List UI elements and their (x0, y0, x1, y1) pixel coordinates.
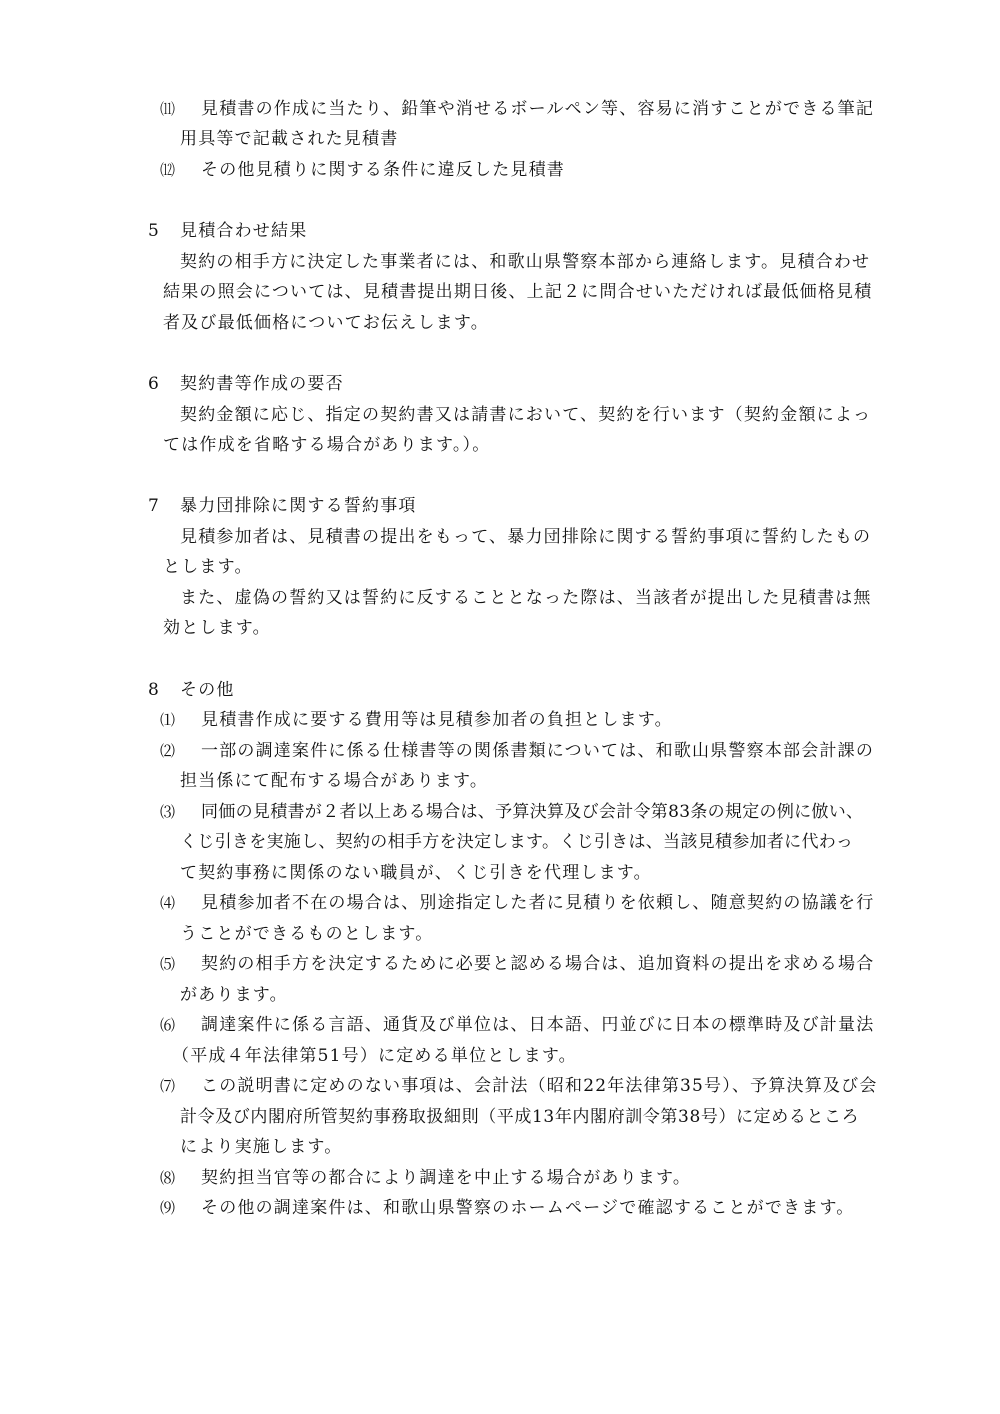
section-5-number: 5 (148, 221, 161, 241)
section-5-line-3: 者及び最低価格についてお伝えします。 (163, 313, 489, 333)
section-8-number: 8 (148, 680, 161, 700)
section-6-number: 6 (148, 374, 161, 394)
item-11-line-1: 見積書の作成に当たり、鉛筆や消せるボールペン等、容易に消すことができる筆記 (201, 99, 875, 119)
item-7-line-1: この説明書に定めのない事項は、会計法（昭和22年法律第35号）、予算決算及び会 (201, 1076, 878, 1096)
item-2-line-1: 一部の調達案件に係る仕様書等の関係書類については、和歌山県警察本部会計課の (201, 741, 875, 761)
item-number-3: ⑶ (160, 803, 176, 821)
item-number-12: ⑿ (160, 161, 176, 179)
item-number-11: ⑾ (160, 100, 176, 118)
item-7-line-3: により実施します。 (180, 1137, 343, 1157)
item-number-7: ⑺ (160, 1077, 176, 1095)
section-6-line-1: 契約金額に応じ、指定の契約書又は請書において、契約を行います（契約金額によっ (180, 405, 872, 425)
section-5-line-2: 結果の照会については、見積書提出期日後、上記２に問合せいただければ最低価格見積 (163, 282, 873, 302)
section-7-line-3: また、虚偽の誓約又は誓約に反することとなった際は、当該者が提出した見積書は無 (180, 588, 872, 608)
item-3-line-3: て契約事務に関係のない職員が、くじ引きを代理します。 (180, 863, 652, 883)
item-number-9: ⑼ (160, 1199, 176, 1217)
section-7-line-2: とします。 (163, 557, 253, 577)
item-11-line-2: 用具等で記載された見積書 (180, 129, 399, 149)
item-6-line-2: （平成４年法律第51号）に定める単位とします。 (172, 1046, 577, 1066)
item-3-line-2: くじ引きを実施し、契約の相手方を決定します。くじ引きは、当該見積参加者に代わっ (180, 832, 854, 852)
item-number-4: ⑷ (160, 894, 176, 912)
section-5-title: 見積合わせ結果 (180, 221, 308, 241)
section-7-number: 7 (148, 496, 161, 516)
item-12-line-1: その他見積りに関する条件に違反した見積書 (201, 160, 565, 180)
item-3-line-1: 同価の見積書が２者以上ある場合は、予算決算及び会計令第83条の規定の例に倣い、 (201, 802, 864, 822)
item-2-line-2: 担当係にて配布する場合があります。 (180, 771, 489, 791)
section-6-line-2: ては作成を省略する場合があります。）。 (163, 435, 491, 455)
item-8-line-1: 契約担当官等の都合により調達を中止する場合があります。 (201, 1168, 692, 1188)
item-number-1: ⑴ (160, 711, 176, 729)
item-number-8: ⑻ (160, 1169, 176, 1187)
item-4-line-2: うことができるものとします。 (180, 924, 434, 944)
section-7-line-1: 見積参加者は、見積書の提出をもって、暴力団排除に関する誓約事項に誓約したもの (180, 527, 872, 547)
section-7-title: 暴力団排除に関する誓約事項 (180, 496, 417, 516)
item-4-line-1: 見積参加者不在の場合は、別途指定した者に見積りを依頼し、随意契約の協議を行 (201, 893, 875, 913)
item-9-line-1: その他の調達案件は、和歌山県警察のホームページで確認することができます。 (201, 1198, 855, 1218)
item-5-line-2: があります。 (180, 985, 288, 1005)
section-6-title: 契約書等作成の要否 (180, 374, 344, 394)
item-number-2: ⑵ (160, 742, 176, 760)
item-1-line-1: 見積書作成に要する費用等は見積参加者の負担とします。 (201, 710, 673, 730)
item-5-line-1: 契約の相手方を決定するために必要と認める場合は、追加資料の提出を求める場合 (201, 954, 875, 974)
item-number-6: ⑹ (160, 1016, 176, 1034)
item-6-line-1: 調達案件に係る言語、通貨及び単位は、日本語、円並びに日本の標準時及び計量法 (201, 1015, 875, 1035)
section-8-title: その他 (180, 680, 235, 700)
item-number-5: ⑸ (160, 955, 176, 973)
section-5-line-1: 契約の相手方に決定した事業者には、和歌山県警察本部から連絡します。見積合わせ (180, 252, 871, 272)
section-7-line-4: 効とします。 (163, 618, 271, 638)
item-7-line-2: 計令及び内閣府所管契約事務取扱細則（平成13年内閣府訓令第38号）に定めるところ (180, 1107, 860, 1127)
